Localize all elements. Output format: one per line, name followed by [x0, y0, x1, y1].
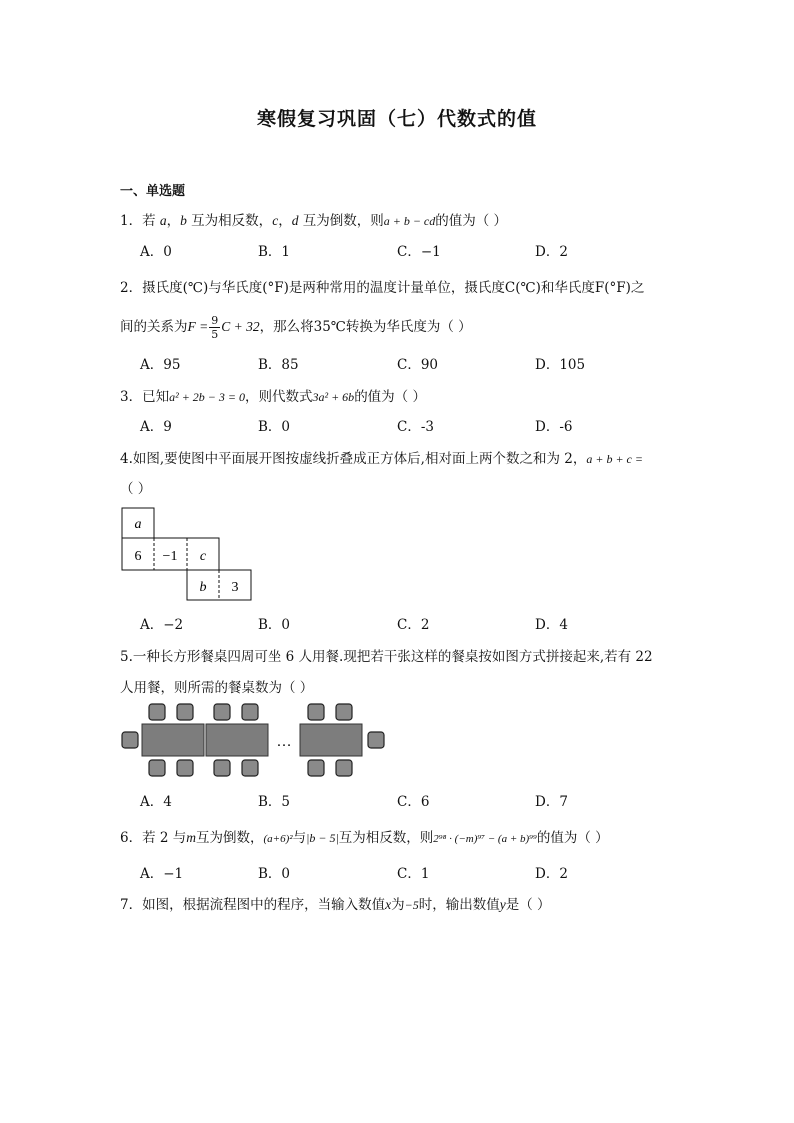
q6-option-a[interactable]: A．−1 — [140, 866, 184, 882]
chair — [177, 704, 193, 720]
q1-option-a[interactable]: A．0 — [140, 244, 172, 260]
table-arrangement-figure — [116, 700, 391, 780]
chair — [214, 704, 230, 720]
ellipsis: … — [276, 734, 292, 750]
q2-option-c[interactable]: C．90 — [397, 357, 439, 373]
page-title: 寒假复习巩固（七）代数式的值 — [256, 108, 537, 130]
q2-option-a[interactable]: A．95 — [140, 357, 181, 373]
q1-option-c[interactable]: C．−1 — [397, 244, 441, 260]
question-3: 3．已知a² + 2b − 3 = 0，则代数式3a² + 6b的值为（ ） — [120, 389, 426, 405]
q1-option-d[interactable]: D．2 — [535, 244, 568, 260]
net-label-6: 6 — [134, 549, 142, 564]
q2-option-b[interactable]: B．85 — [258, 357, 299, 373]
fraction-9-5: $\frac{9}{5}$ — [211, 314, 219, 341]
chair — [149, 704, 165, 720]
chair — [242, 760, 258, 776]
chair — [308, 704, 324, 720]
q4-option-a[interactable]: A．−2 — [140, 617, 184, 633]
question-2-line-1: 2．摄氏度(℃)与华氏度(°F)是两种常用的温度计量单位，摄氏度C(℃)和华氏度F(°F)之 — [120, 280, 645, 296]
section-heading: 一、单选题 — [120, 184, 186, 199]
net-label-c: c — [199, 549, 207, 564]
q2-option-d[interactable]: D．105 — [535, 357, 586, 373]
question-1: 1．若 a，b 互为相反数，c，d 互为倒数，则a + b − cd的值为（ ） — [120, 213, 508, 229]
net-label-minus-1: −1 — [162, 549, 178, 564]
question-5-line-2: 人用餐，则所需的餐桌数为（ ） — [120, 680, 314, 696]
chair — [336, 760, 352, 776]
chair — [122, 732, 138, 748]
q4-option-b[interactable]: B．0 — [258, 617, 291, 633]
q3-option-b[interactable]: B．0 — [258, 419, 291, 435]
net-label-b: b — [199, 580, 207, 595]
q6-option-d[interactable]: D．2 — [535, 866, 568, 882]
dining-table-n — [300, 724, 362, 756]
q4-option-c[interactable]: C．2 — [397, 617, 430, 633]
cube-net-figure — [118, 506, 258, 602]
question-6: 6．若 2 与m互为倒数，(a+6)²与|b − 5|互为相反数，则2⁹⁸ · (−m)⁹⁷ − (a + b)⁹⁹的值为（ ） — [120, 830, 609, 846]
q4-option-d[interactable]: D．4 — [535, 617, 568, 633]
q6-option-b[interactable]: B．0 — [258, 866, 291, 882]
q3-option-a[interactable]: A．9 — [140, 419, 172, 435]
q5-option-c[interactable]: C．6 — [397, 794, 430, 810]
dining-table-2 — [206, 724, 268, 756]
question-2-line-2: 间的关系为F = $\frac{9}{5}$ C + 32，那么将35℃转换为华氏度为（ ） — [120, 314, 472, 341]
chair — [308, 760, 324, 776]
q5-option-a[interactable]: A．4 — [140, 794, 172, 810]
question-4-line-1: 4.如图,要使图中平面展开图按虚线折叠成正方体后,相对面上两个数之和为 2，a + b + c = — [120, 451, 643, 467]
question-7: 7．如图，根据流程图中的程序，当输入数值x为−5时，输出数值y是（ ） — [120, 897, 551, 913]
q3-option-c[interactable]: C．-3 — [397, 419, 434, 435]
chair — [177, 760, 193, 776]
q3-option-d[interactable]: D．-6 — [535, 419, 573, 435]
chair — [368, 732, 384, 748]
chair — [336, 704, 352, 720]
dining-table-1 — [142, 724, 204, 756]
q5-option-d[interactable]: D．7 — [535, 794, 568, 810]
q1-option-b[interactable]: B．1 — [258, 244, 291, 260]
net-label-3: 3 — [231, 580, 239, 595]
net-label-a: a — [134, 517, 142, 532]
question-5-line-1: 5.一种长方形餐桌四周可坐 6 人用餐.现把若干张这样的餐桌按如图方式拼接起来,若有 22 — [120, 649, 653, 665]
chair — [149, 760, 165, 776]
q6-option-c[interactable]: C．1 — [397, 866, 430, 882]
chair — [214, 760, 230, 776]
question-4-line-2: （ ） — [120, 481, 152, 497]
q5-option-b[interactable]: B．5 — [258, 794, 291, 810]
chair — [242, 704, 258, 720]
